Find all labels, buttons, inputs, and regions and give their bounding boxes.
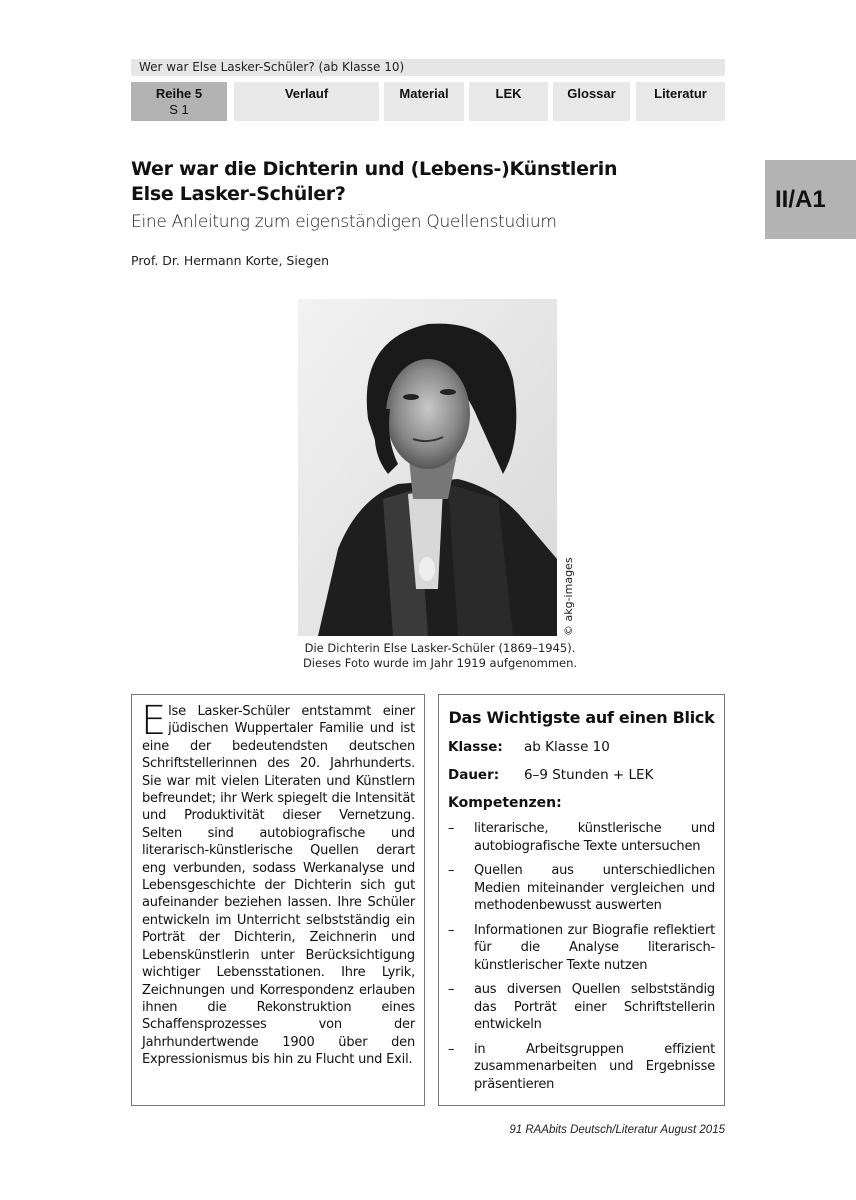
author: Prof. Dr. Hermann Korte, Siegen — [131, 253, 330, 268]
nav-lek[interactable] — [469, 82, 548, 121]
kompetenz-text: aus diversen Quellen selbstständig das Porträt einer Schriftstellerin entwickeln — [474, 982, 715, 1032]
nav-reihe-label: Reihe 5 — [155, 86, 203, 101]
nav-verlauf-label: Verlauf — [284, 86, 329, 101]
intro-text — [141, 698, 415, 1069]
dash-bullet: – — [448, 821, 455, 836]
dash-bullet: – — [448, 982, 455, 997]
portrait-image — [298, 299, 557, 636]
dauer-label: Dauer: — [448, 767, 500, 783]
kompetenzen-list — [448, 820, 715, 1093]
photo-caption — [280, 641, 600, 671]
summary-box — [438, 694, 725, 1106]
page-title-line2: Else Lasker-Schüler? — [131, 183, 346, 205]
page-footer: 91 RAAbits Deutsch/Literatur August 2015 — [509, 1124, 725, 1136]
kompetenz-item — [448, 1041, 715, 1094]
nav-literatur-label: Literatur — [654, 86, 707, 101]
klasse-label: Klasse: — [448, 739, 503, 755]
photo-caption-line2: Dieses Foto wurde im Jahr 1919 aufgenommen. — [302, 656, 578, 670]
summary-title: Das Wichtigste auf einen Blick — [448, 708, 715, 727]
intro-body: lse Lasker-Schüler entstammt einer jüdischen Wuppertaler Familie und ist eine der bedeutendsten deutschen Schriftstellerinnen des 20. Jahrhunderts. Sie war mit vielen Literaten und Künstlern befreundet; ihr Werk spiegelt die Intensität und Produktivität dieser Vernetzung. Selten sind autobiografische und literarisch-künstlerische Quellen derart eng verbunden, sodass Werkanalyse und Lebensgeschichte der Dichterin sich gut aufeinander beziehen lassen. Ihre Schüler entwickeln im Unterricht selbstständig ein Porträt der Dichterin, Zeichnerin und Lebenskünstlerin unter Berücksichtigung wichtiger Lebensstationen. Ihre Lyrik, Zeichnungen und Korrespondenz erlauben ihnen die Rekonstruktion eines Schaffensprozesses von der Jahrhundertwende 1900 über den Expressionismus bis hin zu Flucht und Exil. — [142, 704, 415, 1068]
kompetenz-item — [448, 922, 715, 975]
dash-bullet: – — [448, 1041, 455, 1057]
nav-verlauf[interactable] — [234, 82, 379, 121]
kompetenz-item — [448, 981, 715, 1034]
portrait-photo — [298, 299, 557, 636]
page-title-line1: Wer war die Dichterin und (Lebens-)Künstlerin — [131, 158, 618, 180]
dauer-value: 6–9 Stunden + LEK — [524, 767, 654, 783]
section-tab-label: II/A1 — [775, 186, 826, 213]
intro-dropcap: E — [141, 698, 167, 744]
section-tab — [765, 160, 856, 239]
klasse-value: ab Klasse 10 — [524, 739, 610, 755]
nav-reihe-page: S 1 — [169, 102, 189, 117]
series-title-bar — [131, 59, 725, 76]
photo-caption-line1: Die Dichterin Else Lasker-Schüler (1869–1945). — [304, 641, 576, 655]
kompetenz-text: in Arbeitsgruppen effizient zusammenarbeiten und Ergebnisse präsentieren — [474, 1041, 715, 1092]
page-subtitle: Eine Anleitung zum eigenständigen Quellenstudium — [131, 212, 557, 232]
nav-material-label: Material — [399, 86, 449, 101]
nav-lek-label: LEK — [495, 86, 522, 101]
dauer-row — [448, 767, 715, 783]
dash-bullet: – — [448, 863, 455, 878]
intro-box — [131, 694, 425, 1106]
kompetenz-text: Informationen zur Biografie reflektiert für die Analyse literarisch-künstlerischer Texte nutzen — [474, 922, 715, 973]
kompetenz-text: Quellen aus unterschiedlichen Medien miteinander vergleichen und methodenbewusst auswerten — [474, 863, 715, 913]
nav-reihe[interactable] — [131, 82, 227, 121]
kompetenz-item — [448, 820, 715, 855]
series-title: Wer war Else Lasker-Schüler? (ab Klasse 10) — [139, 60, 405, 74]
nav-glossar-label: Glossar — [567, 86, 616, 101]
nav-glossar[interactable] — [553, 82, 630, 121]
dash-bullet: – — [448, 922, 455, 938]
nav-material[interactable] — [384, 82, 464, 121]
nav-literatur[interactable] — [636, 82, 725, 121]
kompetenzen-label: Kompetenzen: — [448, 795, 562, 811]
kompetenz-text: literarische, künstlerische und autobiografische Texte untersuchen — [474, 821, 715, 854]
klasse-row — [448, 739, 715, 755]
photo-copyright: © akg-images — [562, 557, 575, 636]
page-title — [131, 157, 617, 207]
kompetenz-item — [448, 862, 715, 915]
